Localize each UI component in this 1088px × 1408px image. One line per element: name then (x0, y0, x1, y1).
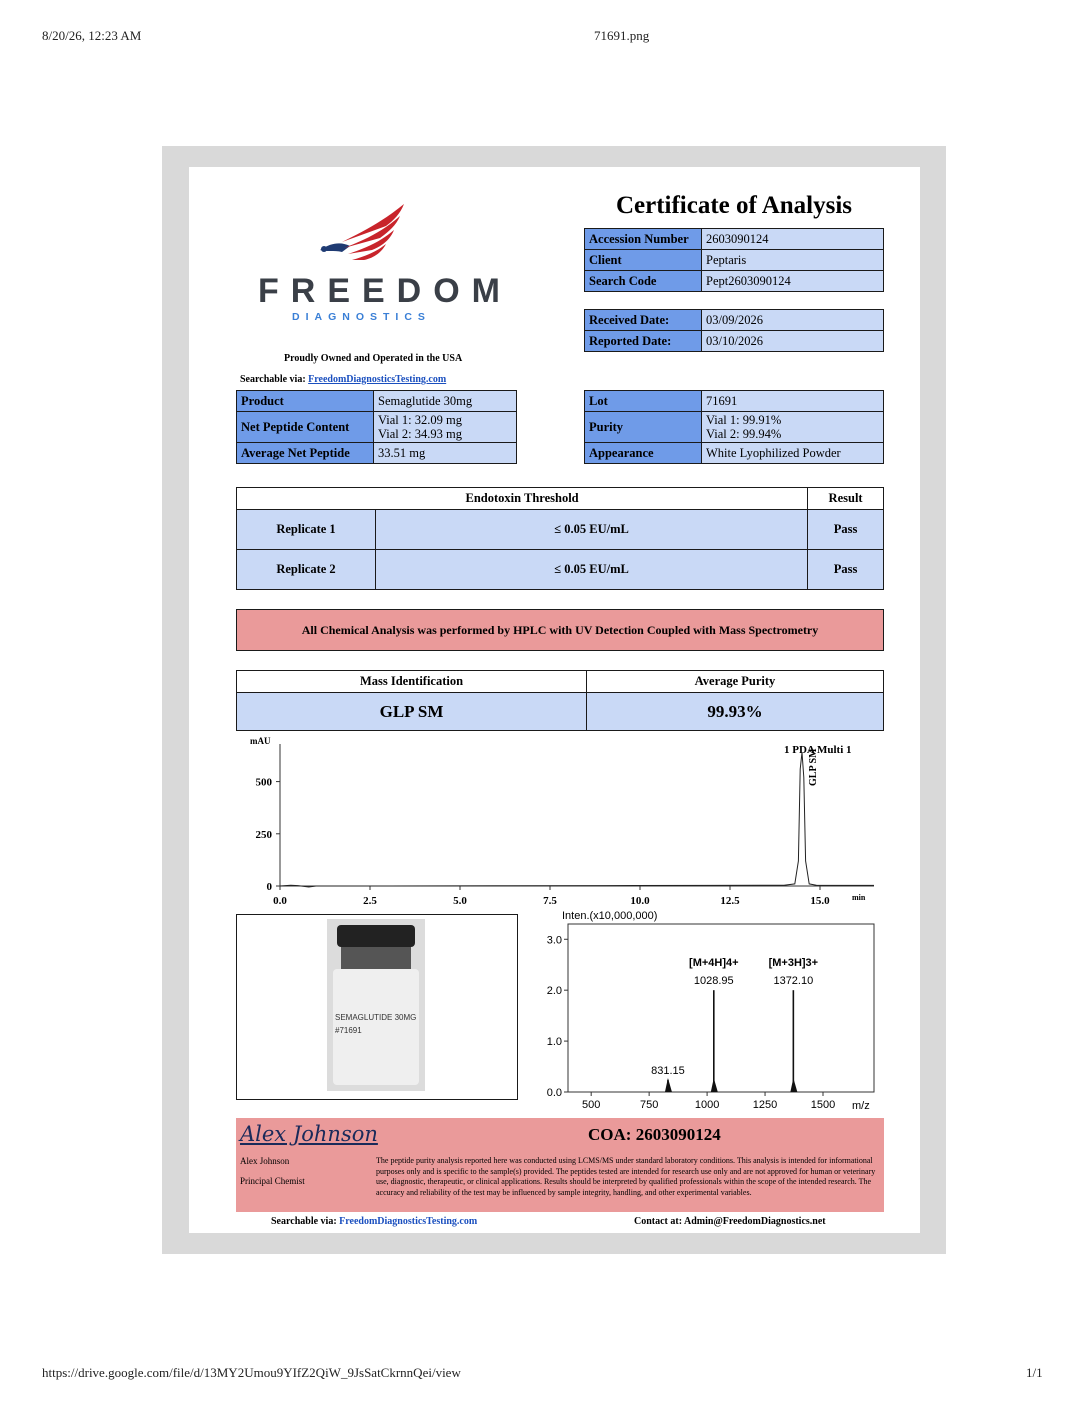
disclaimer: The peptide purity analysis reported here was conducted using LCMS/MS under standard laboratory conditions. This analysis is intended for informational purposes only and is specific to the sample(s) provided. The peptides tested are intended for research use only and are not approved for human or veterinary use, diagnostic, therapeutic, or clinical applications. Results should be interpreted by qualified professionals within the scope of the intended research. The accuracy and reliability of the test may be influenced by sample integrity, handling, and other experimental variables. (376, 1156, 876, 1197)
chemist-role: Principal Chemist (240, 1176, 305, 1186)
hplc-y-tick-label: 0 (266, 881, 272, 893)
hplc-x-tick-label: 10.0 (630, 895, 650, 907)
ms-y-tick-label: 2.0 (546, 985, 562, 998)
vial-photo-box (236, 914, 518, 1100)
ms-plot-frame (568, 924, 874, 1092)
ms-x-tick-label: 500 (582, 1099, 601, 1111)
ms-peak-label: 831.15 (651, 1064, 685, 1077)
searchable-bottom: Searchable via: FreedomDiagnosticsTesting.com (271, 1216, 478, 1227)
eagle-flag-icon (312, 202, 412, 272)
ms-peak-label: 1028.95 (693, 975, 734, 988)
hplc-x-tick-label: 12.5 (720, 895, 740, 907)
lot-table: Lot 71691 Purity Vial 1: 99.91% Vial 2: 99.94% Appearance White Lyophilized Powder (584, 390, 884, 464)
website-link[interactable]: FreedomDiagnosticsTesting.com (308, 374, 447, 385)
table-row: Replicate 2 ≤ 0.05 EU/mL Pass (237, 550, 884, 590)
hplc-x-tick-label: 15.0 (810, 895, 830, 907)
ms-peak-base (790, 1078, 797, 1092)
contact-email: Contact at: Admin@FreedomDiagnostics.net (634, 1216, 826, 1227)
accession-table: Accession Number 2603090124 Client Peptaris Search Code Pept2603090124 (584, 228, 884, 292)
print-filename: 71691.png (594, 28, 650, 43)
tagline: Proudly Owned and Operated in the USA (284, 353, 463, 364)
searchable-top: Searchable via: FreedomDiagnosticsTesting.com (240, 374, 447, 385)
hplc-x-tick-label: 2.5 (363, 895, 377, 907)
ms-ylabel: Inten.(x10,000,000) (562, 910, 658, 922)
vial-label-line1: SEMAGLUTIDE 30MG (335, 1013, 417, 1022)
print-page-number: 1/1 (1026, 1365, 1043, 1380)
print-datetime: 8/20/26, 12:23 AM (42, 28, 142, 43)
ms-peak-base (665, 1078, 672, 1092)
print-url: https://drive.google.com/file/d/13MY2Umou9YIfZ2QiW_9JsSatCkrnnQei/view (42, 1365, 461, 1380)
endotoxin-table: Endotoxin Threshold Result Replicate 1 ≤ 0.05 EU/mL Pass Replicate 2 ≤ 0.05 EU/mL Pass (236, 487, 884, 590)
method-banner: All Chemical Analysis was performed by HPLC with UV Detection Coupled with Mass Spectrometry (236, 609, 884, 651)
chemist-name: Alex Johnson (240, 1156, 290, 1166)
hplc-y-tick-label: 250 (255, 828, 272, 841)
ms-peak-label: 1372.10 (773, 975, 814, 988)
hplc-legend: 1 PDA Multi 1 (784, 744, 852, 756)
hplc-y-tick-label: 500 (255, 776, 272, 789)
ms-peak-base (711, 1078, 718, 1092)
vial-label-line2: #71691 (335, 1026, 362, 1035)
table-row: Replicate 1 ≤ 0.05 EU/mL Pass (237, 510, 884, 550)
hplc-xunit: min (852, 893, 866, 902)
page-title: Certificate of Analysis (615, 192, 853, 219)
mass-table: Mass Identification Average Purity GLP SM 99.93% (236, 670, 884, 731)
average-purity-value: 99.93% (587, 693, 884, 731)
brand-name: FREEDOM (258, 272, 512, 310)
signature: Alex Johnson (240, 1122, 378, 1146)
website-link-bottom[interactable]: FreedomDiagnosticsTesting.com (339, 1216, 478, 1227)
hplc-ylabel: mAU (250, 736, 271, 746)
vial-photo (327, 919, 425, 1091)
ms-peak-label: [M+4H]4+ (689, 957, 739, 970)
brand-subtitle: DIAGNOSTICS (292, 311, 431, 323)
ms-y-tick-label: 1.0 (546, 1036, 562, 1049)
product-table: Product Semaglutide 30mg Net Peptide Content Vial 1: 32.09 mg Vial 2: 34.93 mg Average Net Peptide 33.51 mg (236, 390, 517, 464)
hplc-trace (280, 752, 874, 887)
ms-peak-label: [M+3H]3+ (768, 957, 819, 970)
dates-table: Received Date: 03/09/2026 Reported Date: 03/10/2026 (584, 309, 884, 352)
mass-identification-value: GLP SM (237, 693, 587, 731)
hplc-x-tick-label: 0.0 (273, 895, 287, 907)
ms-xlabel: m/z (852, 1100, 870, 1112)
hplc-chromatogram (236, 736, 884, 908)
ms-y-tick-label: 0.0 (546, 1087, 562, 1099)
ms-x-tick-label: 1000 (694, 1099, 720, 1111)
peak-label: GLP SM (808, 748, 819, 786)
ms-x-tick-label: 1500 (810, 1099, 836, 1111)
hplc-x-tick-label: 7.5 (543, 895, 557, 907)
vial-cap (337, 925, 415, 947)
mass-spectrum (528, 906, 884, 1112)
ms-x-tick-label: 1250 (752, 1099, 778, 1111)
ms-y-tick-label: 3.0 (546, 934, 562, 947)
vial-neck (341, 947, 411, 969)
ms-x-tick-label: 750 (639, 1099, 659, 1111)
coa-number: COA: 2603090124 (588, 1125, 721, 1144)
hplc-x-tick-label: 5.0 (453, 895, 467, 907)
